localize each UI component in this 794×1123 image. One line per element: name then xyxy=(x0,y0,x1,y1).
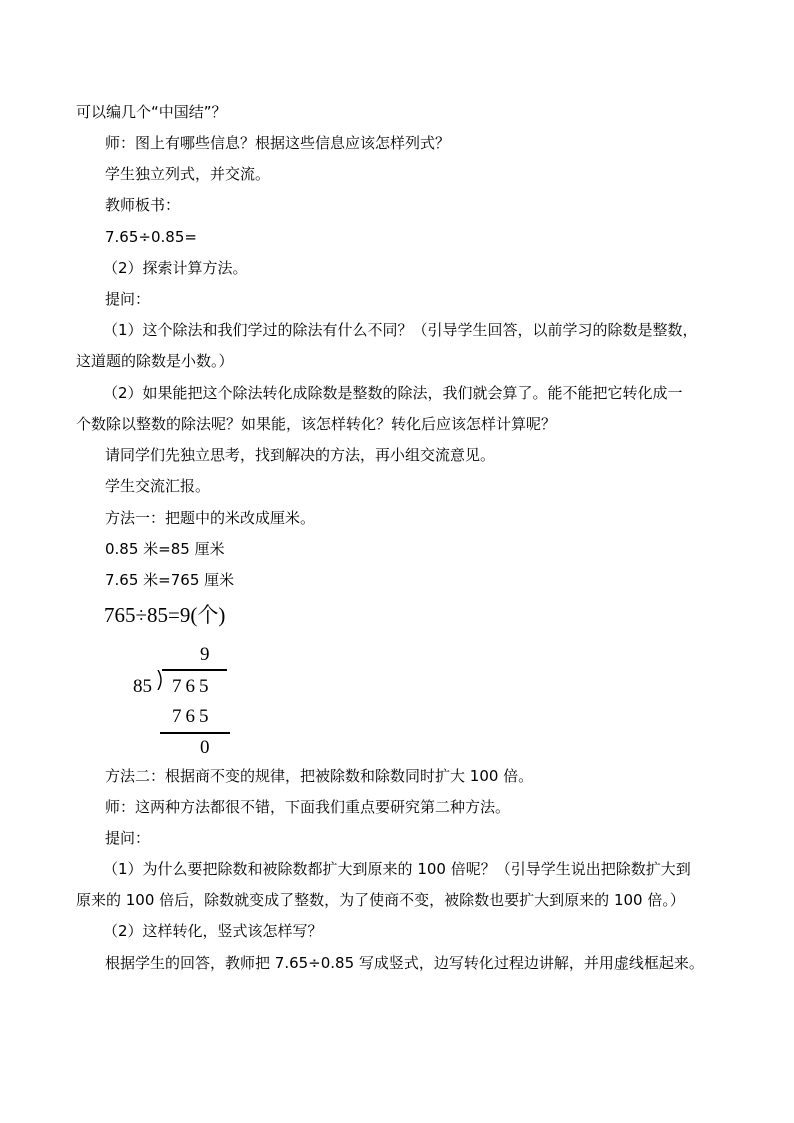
equation: 765÷85=9(个) xyxy=(104,603,226,627)
text-line: 学生独立列式，并交流。 xyxy=(105,165,271,183)
text-line: 提问： xyxy=(105,829,151,847)
text-line: 方法一：把题中的米改成厘米。 xyxy=(105,509,316,527)
text-line: 0.85 米=85 厘米 xyxy=(105,540,225,558)
dividend: 765 xyxy=(172,676,213,697)
text-line: 师：这两种方法都很不错，下面我们重点要研究第二种方法。 xyxy=(105,798,511,816)
divisor: 85 xyxy=(133,676,152,697)
text-line: （1）为什么要把除数和被除数都扩大到原来的 100 倍呢？（引导学生说出把除数扩大到 xyxy=(103,860,691,878)
text-line: 师：图上有哪些信息？根据这些信息应该怎样列式？ xyxy=(105,134,451,152)
text-line: 个数除以整数的除法呢？如果能，该怎样转化？转化后应该怎样计算呢？ xyxy=(76,415,557,433)
division-bar xyxy=(162,669,227,671)
text-line: 这道题的除数是小数。） xyxy=(76,352,234,370)
text-line: （2）探索计算方法。 xyxy=(103,259,248,277)
text-line: （1）这个除法和我们学过的除法有什么不同？（引导学生回答，以前学习的除数是整数， xyxy=(103,321,698,339)
division-bracket xyxy=(157,670,164,690)
text-line: 7.65÷0.85= xyxy=(105,228,197,246)
text-line: 根据学生的回答，教师把 7.65÷0.85 写成竖式，边写转化过程边讲解，并用虚线框起来。 xyxy=(105,954,704,972)
product: 765 xyxy=(172,706,213,727)
text-line: 原来的 100 倍后，除数就变成了整数，为了使商不变，被除数也要扩大到原来的 100 倍。） xyxy=(76,891,685,909)
text-line: 学生交流汇报。 xyxy=(105,477,211,495)
text-line: 教师板书： xyxy=(105,196,181,214)
text-line: （2）这样转化，竖式该怎样写？ xyxy=(103,922,323,940)
quotient: 9 xyxy=(200,644,210,665)
text-line: 提问： xyxy=(105,290,151,308)
text-line: 请同学们先独立思考，找到解决的方法，再小组交流意见。 xyxy=(105,446,496,464)
subtraction-line xyxy=(160,732,230,734)
remainder: 0 xyxy=(200,737,210,758)
text-line: 7.65 米=765 厘米 xyxy=(105,571,235,589)
text-line: 可以编几个“中国结”？ xyxy=(76,103,227,121)
text-line: （2）如果能把这个除法转化成除数是整数的除法，我们就会算了。能不能把它转化成一 xyxy=(103,384,683,402)
text-line: 方法二：根据商不变的规律，把被除数和除数同时扩大 100 倍。 xyxy=(105,767,534,785)
